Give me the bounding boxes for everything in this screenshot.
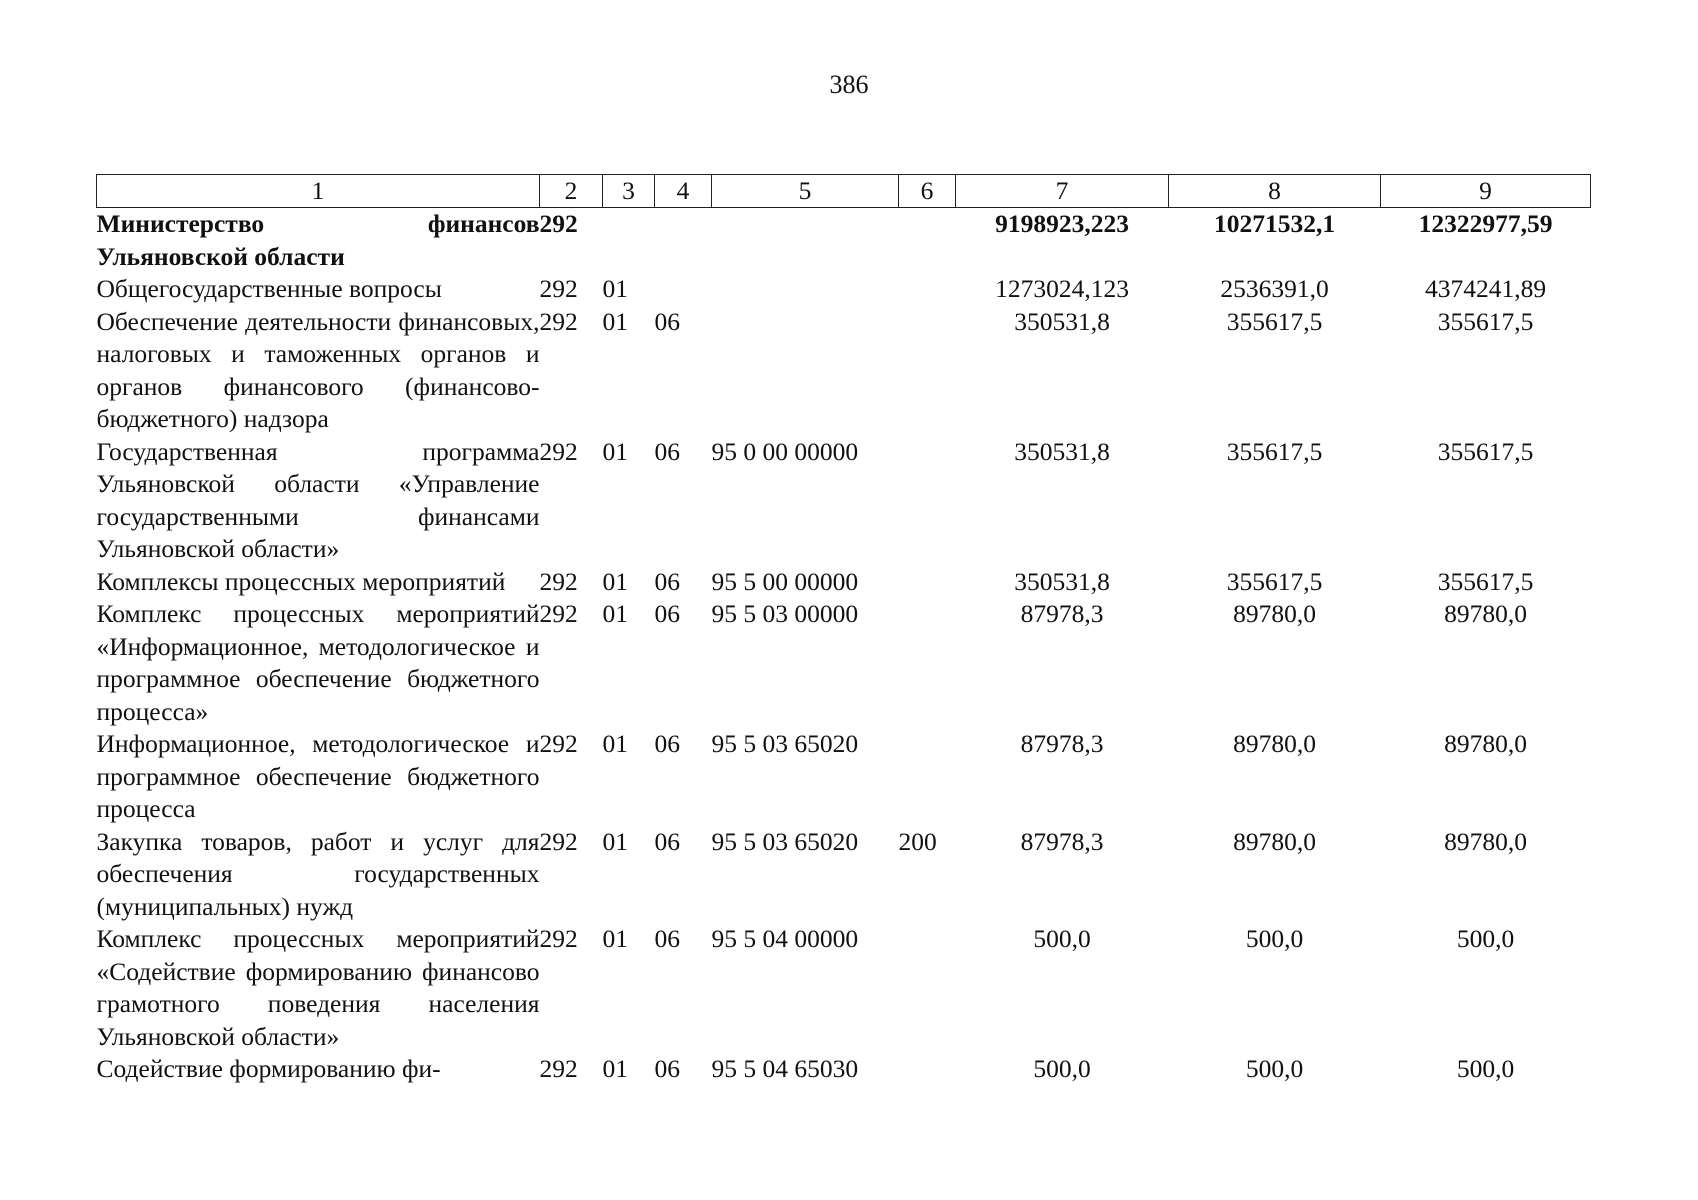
admin-code-cell: 292 <box>539 599 578 628</box>
amount-col8-cell: 10271532,1 <box>1213 209 1336 238</box>
section-code-cell: 01 <box>602 729 628 758</box>
amount-col7-cell: 350531,8 <box>1014 566 1110 596</box>
table-row <box>97 306 1591 436</box>
row-name-cell: Обеспечение деятельности финансовых, налоговых и таможенных органов и органов финансового (финансово-бюджетного) надзора <box>96 306 540 433</box>
target-article-cell: 95 5 03 65020 <box>711 729 859 758</box>
subsection-code-cell <box>655 273 712 306</box>
table-row <box>97 566 1591 599</box>
admin-code-cell: 292 <box>539 729 578 758</box>
expense-type-cell <box>899 566 956 599</box>
subsection-code-cell: 06 <box>654 436 680 466</box>
header-cell: 8 <box>1169 175 1381 208</box>
amount-col9-cell: 355617,5 <box>1437 306 1534 336</box>
row-name-cell: Государственная программа Ульяновской области «Управление государственными финансами Ульяновской области» <box>96 436 540 563</box>
header-cell: 4 <box>655 175 712 208</box>
section-code-cell <box>603 208 655 274</box>
admin-code-cell: 292 <box>539 209 578 238</box>
subsection-code-cell: 06 <box>654 924 680 953</box>
subsection-code-cell: 06 <box>654 566 680 596</box>
amount-col9-cell: 12322977,59 <box>1418 209 1553 238</box>
table-row <box>97 436 1591 566</box>
target-article-cell: 95 5 03 65020 <box>711 826 859 856</box>
amount-col9-cell: 500,0 <box>1456 1054 1515 1083</box>
amount-col7-cell: 1273024,123 <box>995 274 1129 303</box>
row-name-cell: Информационное, методологическое и программное обеспечение бюджетного процесса <box>96 729 540 823</box>
section-code-cell: 01 <box>602 436 628 466</box>
table-row <box>97 728 1591 826</box>
budget-table <box>96 174 1591 1086</box>
amount-col8-cell: 2536391,0 <box>1220 274 1329 303</box>
admin-code-cell: 292 <box>539 436 578 466</box>
amount-col7-cell: 87978,3 <box>1020 729 1104 758</box>
header-row <box>97 175 1591 208</box>
amount-col7-cell: 350531,8 <box>1014 436 1110 466</box>
admin-code-cell: 292 <box>539 566 578 596</box>
table-row <box>97 273 1591 306</box>
amount-col7-cell: 350531,8 <box>1014 306 1110 336</box>
row-name-cell: Министерство финансов Ульяновской области <box>96 209 540 271</box>
amount-col9-cell: 4374241,89 <box>1424 274 1547 303</box>
amount-col8-cell: 355617,5 <box>1226 306 1323 336</box>
page-number: 386 <box>829 70 869 99</box>
section-code-cell: 01 <box>602 306 628 336</box>
amount-col9-cell: 500,0 <box>1456 924 1515 953</box>
amount-col7-cell: 87978,3 <box>1020 599 1104 628</box>
admin-code-cell: 292 <box>539 826 578 856</box>
amount-col9-cell: 355617,5 <box>1437 566 1534 596</box>
header-cell: 9 <box>1381 175 1591 208</box>
amount-col8-cell: 355617,5 <box>1226 566 1323 596</box>
expense-type-cell <box>899 728 956 826</box>
expense-type-cell <box>899 923 956 1053</box>
section-code-cell: 01 <box>602 566 628 596</box>
header-cell: 6 <box>899 175 956 208</box>
amount-col8-cell: 500,0 <box>1245 924 1304 953</box>
header-cell: 3 <box>603 175 655 208</box>
row-name-cell: Содействие формированию фи- <box>96 1054 441 1083</box>
target-article-cell: 95 5 00 00000 <box>711 566 859 596</box>
expense-type-cell <box>899 273 956 306</box>
amount-col9-cell: 355617,5 <box>1437 436 1534 466</box>
admin-code-cell: 292 <box>539 306 578 336</box>
admin-code-cell: 292 <box>539 924 578 953</box>
table-row <box>97 208 1591 274</box>
row-name-cell: Комплекс процессных мероприятий «Содействие формированию финансово грамотного поведения населения Ульяновской области» <box>96 924 540 1051</box>
target-article-cell: 95 5 04 00000 <box>711 924 859 953</box>
expense-type-cell <box>899 598 956 728</box>
subsection-code-cell: 06 <box>654 826 680 856</box>
amount-col7-cell: 9198923,223 <box>995 209 1129 238</box>
amount-col7-cell: 500,0 <box>1033 924 1091 953</box>
subsection-code-cell: 06 <box>654 729 680 758</box>
row-name-cell: Общегосударственные вопросы <box>96 274 442 303</box>
subsection-code-cell: 06 <box>654 306 680 336</box>
amount-col9-cell: 89780,0 <box>1444 729 1527 758</box>
section-code-cell: 01 <box>602 274 628 303</box>
target-article-cell: 95 5 04 65030 <box>711 1054 859 1083</box>
section-code-cell: 01 <box>602 599 628 628</box>
expense-type-cell <box>899 436 956 566</box>
target-article-cell: 95 5 03 00000 <box>711 599 859 628</box>
subsection-code-cell <box>655 208 712 274</box>
expense-type-cell: 200 <box>898 826 937 856</box>
subsection-code-cell: 06 <box>654 1054 680 1083</box>
amount-col7-cell: 500,0 <box>1033 1054 1091 1083</box>
target-article-cell <box>712 273 899 306</box>
target-article-cell <box>712 306 899 436</box>
amount-col9-cell: 89780,0 <box>1444 599 1527 628</box>
amount-col8-cell: 355617,5 <box>1226 436 1323 466</box>
table-row <box>97 923 1591 1053</box>
table-row <box>97 1053 1591 1086</box>
subsection-code-cell: 06 <box>654 599 680 628</box>
table-row <box>97 826 1591 924</box>
row-name-cell: Комплекс процессных мероприятий «Информационное, методологическое и программное обеспечение бюджетного процесса» <box>96 599 540 726</box>
admin-code-cell: 292 <box>539 274 578 303</box>
table-row <box>97 598 1591 728</box>
expense-type-cell <box>899 208 956 274</box>
header-cell: 1 <box>97 175 540 208</box>
target-article-cell <box>712 208 899 274</box>
amount-col8-cell: 89780,0 <box>1233 826 1316 856</box>
section-code-cell: 01 <box>602 924 628 953</box>
header-cell: 5 <box>712 175 899 208</box>
amount-col8-cell: 500,0 <box>1245 1054 1304 1083</box>
row-name-cell: Закупка товаров, работ и услуг для обеспечения государственных (муниципальных) нужд <box>96 826 540 921</box>
admin-code-cell: 292 <box>539 1054 578 1083</box>
amount-col9-cell: 89780,0 <box>1444 826 1527 856</box>
header-cell: 2 <box>540 175 603 208</box>
expense-type-cell <box>899 1053 956 1086</box>
table-body <box>97 208 1591 1086</box>
amount-col8-cell: 89780,0 <box>1233 599 1316 628</box>
section-code-cell: 01 <box>602 1054 628 1083</box>
section-code-cell: 01 <box>602 826 628 856</box>
header-cell: 7 <box>956 175 1169 208</box>
amount-col7-cell: 87978,3 <box>1020 826 1104 856</box>
row-name-cell: Комплексы процессных мероприятий <box>96 566 506 596</box>
expense-type-cell <box>899 306 956 436</box>
amount-col8-cell: 89780,0 <box>1233 729 1316 758</box>
target-article-cell: 95 0 00 00000 <box>711 436 859 466</box>
